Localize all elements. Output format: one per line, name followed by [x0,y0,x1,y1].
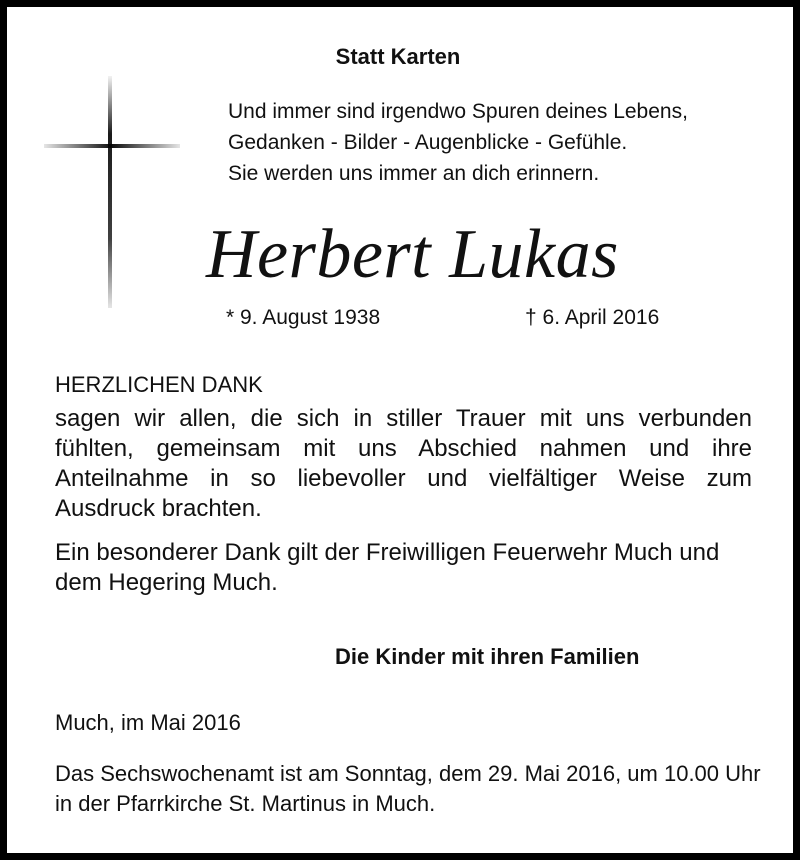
memorial-mass-notice: Das Sechswochenamt ist am Sonntag, dem 29. Mai 2016, um 10.00 Uhr in der Pfarrkirche St. Martinus in Much. [55,761,761,816]
poem-line: Sie werden uns immer an dich erinnern. [228,162,600,185]
poem-line: Gedanken - Bilder - Augenblicke - Gefühle. [228,131,628,154]
family-signature: Die Kinder mit ihren Familien [335,644,640,669]
latin-cross-icon [44,76,180,308]
place-date: Much, im Mai 2016 [55,710,241,735]
thanks-paragraph: sagen wir allen, die sich in stiller Trauer mit uns verbunden fühlten, gemeinsam mit uns Abschied nahmen und ihre Anteilnahme in so liebevoller und vielfältiger Weise zum Ausdruck brachten. [55,405,752,522]
notice-heading: Statt Karten [335,44,461,69]
death-date: † 6. April 2016 [525,306,660,329]
special-thanks-paragraph: Ein besonderer Dank gilt der Freiwilligen Feuerwehr Much und dem Hegering Much. [55,539,720,596]
poem-verse [228,96,688,189]
poem-line: Und immer sind irgendwo Spuren deines Lebens, [228,100,688,123]
birth-date: * 9. August 1938 [226,306,381,329]
thanks-title: HERZLICHEN DANK [55,372,263,397]
deceased-name: Herbert Lukas [206,216,619,293]
